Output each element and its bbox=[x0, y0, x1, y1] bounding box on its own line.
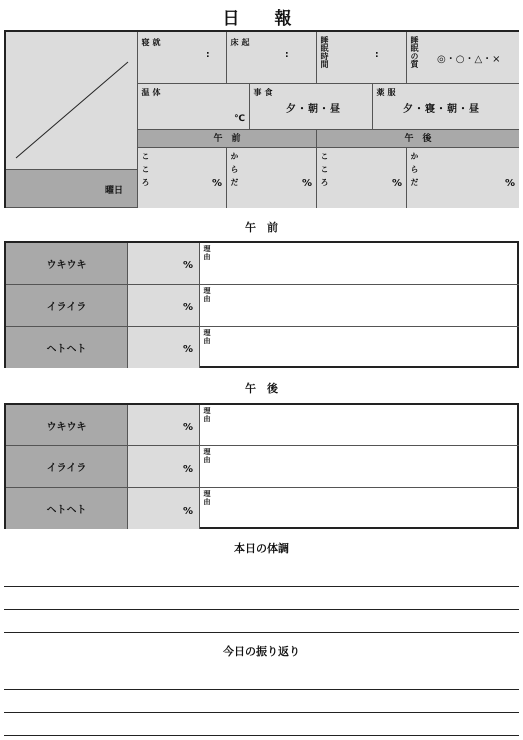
reflection-line-3[interactable] bbox=[4, 735, 519, 736]
condition-line-2[interactable] bbox=[4, 609, 519, 610]
am-row-label: ヘトヘト bbox=[6, 327, 128, 368]
am-heart-label: こころ bbox=[141, 152, 150, 191]
am-row-reason-cell[interactable] bbox=[200, 327, 519, 368]
pm-row-reason-cell[interactable] bbox=[200, 405, 519, 446]
condition-line-3[interactable] bbox=[4, 632, 519, 633]
am-heart-percent: % bbox=[211, 178, 222, 189]
pm-body-cell[interactable] bbox=[407, 148, 519, 208]
pm-row-reason-cell[interactable] bbox=[200, 488, 519, 529]
sleep-hours-label: 睡眠時間 bbox=[320, 36, 329, 68]
meal-options: 夕・朝・昼 bbox=[286, 104, 341, 115]
sleep-hours-cell[interactable] bbox=[317, 32, 407, 84]
pm-row-reason-label: 理由 bbox=[203, 448, 211, 464]
bedtime-cell[interactable] bbox=[138, 32, 227, 84]
am-row-label: イライラ bbox=[6, 285, 128, 327]
condition-heading: 本日の体調 bbox=[234, 542, 289, 555]
reflection-line-2[interactable] bbox=[4, 712, 519, 713]
am-row-reason-label: 理由 bbox=[203, 287, 211, 303]
condition-line-1[interactable] bbox=[4, 586, 519, 587]
diagonal-line bbox=[6, 32, 138, 170]
pm-row-percent-cell[interactable] bbox=[128, 488, 200, 529]
pm-row-percent-cell[interactable] bbox=[128, 405, 200, 446]
waketime-label: 起床 bbox=[230, 38, 250, 60]
header-am-label: 午 前 bbox=[213, 134, 241, 144]
am-heart-cell[interactable] bbox=[138, 148, 227, 208]
weekday-cell[interactable] bbox=[6, 170, 138, 208]
date-box[interactable] bbox=[6, 32, 138, 170]
waketime-colon: : bbox=[285, 50, 289, 60]
am-mood-table bbox=[4, 241, 519, 368]
pm-body-percent: % bbox=[504, 178, 515, 189]
am-row-percent-cell[interactable] bbox=[128, 285, 200, 327]
am-row-reason-label: 理由 bbox=[203, 329, 211, 345]
am-body-label: からだ bbox=[230, 152, 239, 191]
body-temp-label: 体温 bbox=[141, 88, 161, 110]
pm-row-percent-cell[interactable] bbox=[128, 446, 200, 488]
pm-heart-label: こころ bbox=[320, 152, 329, 191]
header-grid bbox=[4, 30, 519, 208]
am-row-percent: % bbox=[182, 302, 193, 313]
medicine-cell[interactable] bbox=[373, 84, 519, 130]
medicine-label: 服薬 bbox=[376, 88, 396, 110]
pm-row-percent: % bbox=[182, 506, 193, 517]
am-row-reason-label: 理由 bbox=[203, 245, 211, 261]
pm-row-label: ヘトヘト bbox=[6, 488, 128, 529]
celsius-unit: ℃ bbox=[234, 114, 245, 124]
body-temp-cell[interactable] bbox=[138, 84, 250, 130]
header-pm-label: 午 後 bbox=[404, 134, 432, 144]
pm-row-reason-label: 理由 bbox=[203, 490, 211, 506]
waketime-cell[interactable] bbox=[227, 32, 317, 84]
sleep-hours-colon: : bbox=[375, 50, 379, 60]
pm-heart-percent: % bbox=[391, 178, 402, 189]
am-row-reason-cell[interactable] bbox=[200, 285, 519, 327]
pm-row-reason-cell[interactable] bbox=[200, 446, 519, 488]
am-row-percent: % bbox=[182, 344, 193, 355]
header-am-cell bbox=[138, 130, 317, 148]
am-row-label: ウキウキ bbox=[6, 243, 128, 285]
meal-cell[interactable] bbox=[250, 84, 373, 130]
pm-section-heading: 午 後 bbox=[245, 382, 278, 395]
bedtime-label: 就寝 bbox=[141, 38, 161, 60]
bedtime-colon: : bbox=[206, 50, 210, 60]
am-section-heading: 午 前 bbox=[245, 221, 278, 234]
pm-row-reason-label: 理由 bbox=[203, 407, 211, 423]
sleep-quality-cell[interactable] bbox=[407, 32, 519, 84]
reflection-line-1[interactable] bbox=[4, 689, 519, 690]
pm-row-percent: % bbox=[182, 464, 193, 475]
pm-row-percent: % bbox=[182, 422, 193, 433]
pm-row-label: イライラ bbox=[6, 446, 128, 488]
weekday-label: 曜日 bbox=[104, 186, 123, 196]
sleep-quality-label: 睡眠の質 bbox=[410, 36, 419, 68]
meal-label: 食事 bbox=[253, 88, 273, 110]
pm-row-label: ウキウキ bbox=[6, 405, 128, 446]
pm-heart-cell[interactable] bbox=[317, 148, 407, 208]
page-title: 日 報 bbox=[222, 9, 301, 29]
am-row-percent: % bbox=[182, 260, 193, 271]
am-row-percent-cell[interactable] bbox=[128, 243, 200, 285]
pm-body-label: からだ bbox=[410, 152, 419, 191]
am-row-percent-cell[interactable] bbox=[128, 327, 200, 368]
sleep-quality-options: ◎・○・△・× bbox=[437, 54, 501, 65]
am-body-percent: % bbox=[301, 178, 312, 189]
reflection-heading: 今日の振り返り bbox=[223, 645, 300, 658]
am-row-reason-cell[interactable] bbox=[200, 243, 519, 285]
pm-mood-table bbox=[4, 403, 519, 529]
header-pm-cell bbox=[317, 130, 519, 148]
am-body-cell[interactable] bbox=[227, 148, 317, 208]
medicine-options: 夕・寝・朝・昼 bbox=[403, 104, 480, 115]
